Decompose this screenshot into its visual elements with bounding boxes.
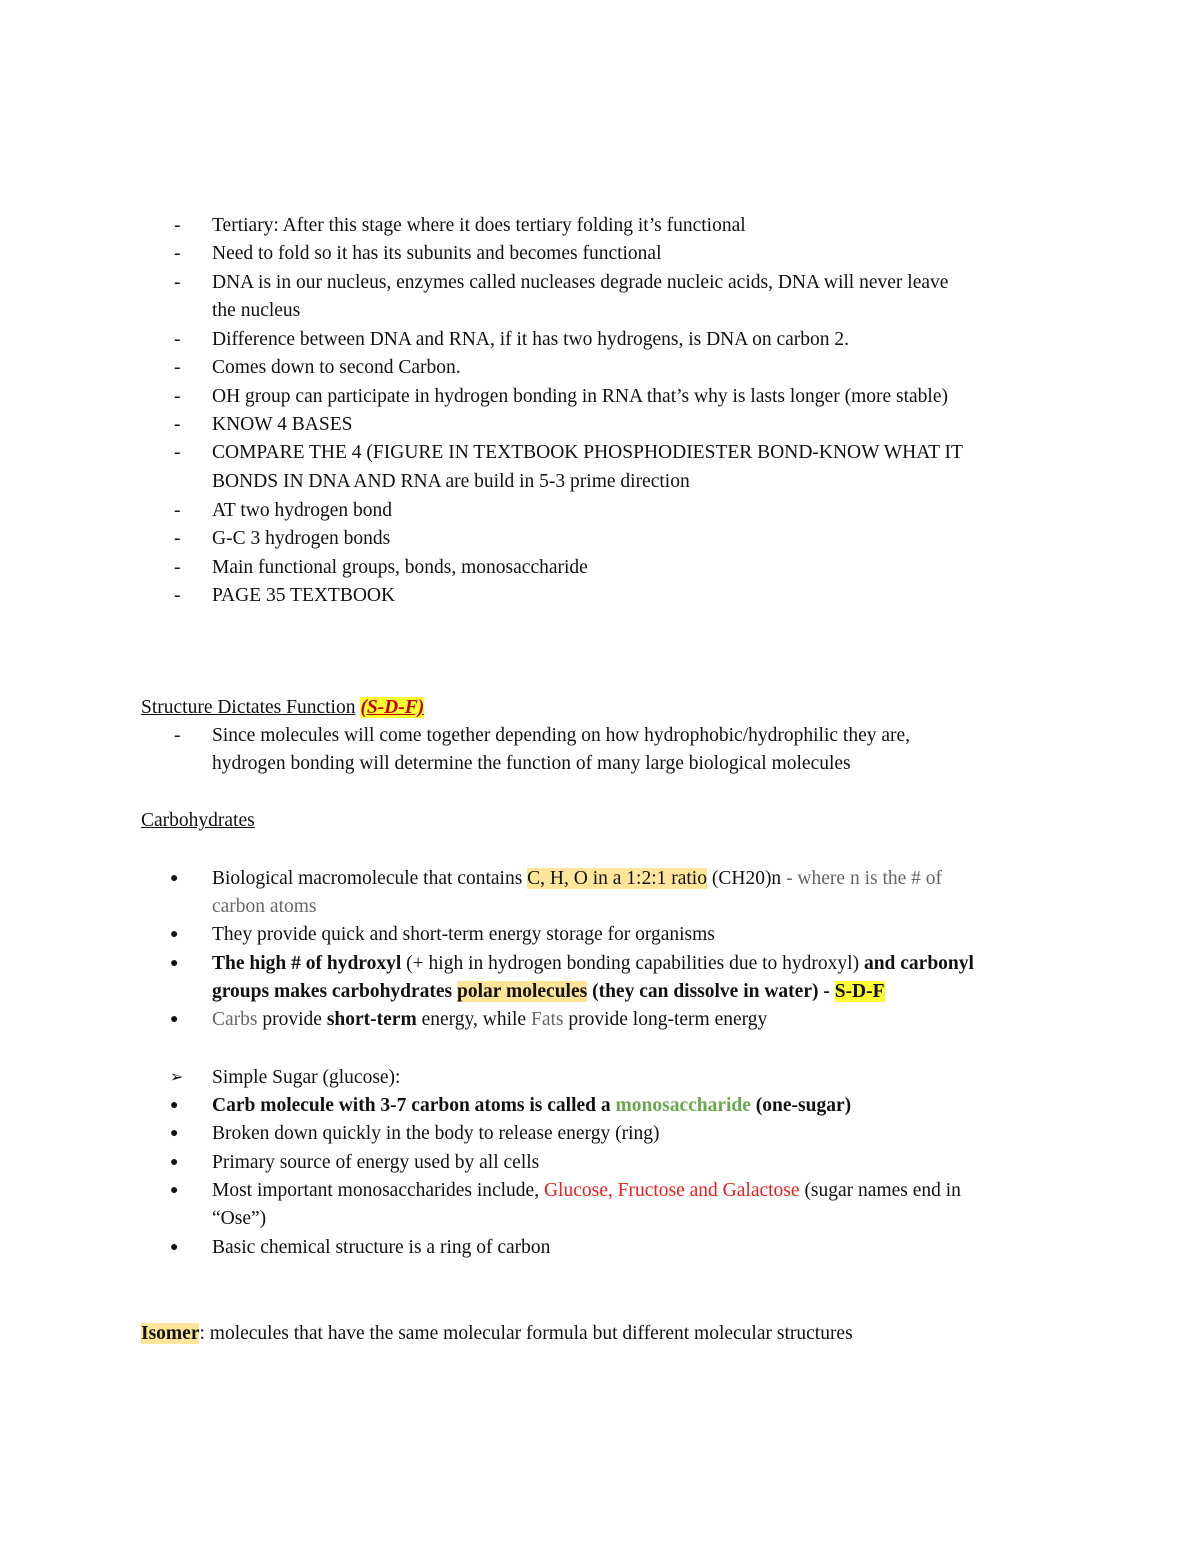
sdf-text: Since molecules will come together depending on how hydrophobic/hydrophilic they are, [212, 725, 911, 746]
text-segment: (sugar names end in [799, 1180, 961, 1201]
list-item: AT two hydrogen bond [212, 500, 393, 521]
carb-bullet-composition [212, 865, 942, 893]
bullet-marker: ● [170, 1183, 179, 1198]
list-item: Tertiary: After this stage where it does tertiary folding it’s functional [212, 215, 746, 236]
bold-text: (they can dissolve in water) - [587, 981, 835, 1002]
dash-marker: - [174, 272, 181, 293]
sdf-heading-tag: (S-D-F) [360, 697, 425, 718]
carb-bullet-energy: They provide quick and short-term energy storage for organisms [212, 924, 715, 945]
bullet-marker: ● [170, 927, 179, 942]
sugar-bullet-broken-down: Broken down quickly in the body to release energy (ring) [212, 1123, 660, 1144]
formula-note-continuation: carbon atoms [212, 896, 317, 917]
dash-marker: - [174, 329, 181, 350]
bold-text: groups makes carbohydrates [212, 981, 458, 1002]
list-item-continuation: the nucleus [212, 300, 301, 321]
text-segment: energy, while [416, 1009, 531, 1030]
sdf-text-continuation: hydrogen bonding will determine the function of many large biological molecules [212, 753, 851, 774]
text-segment: Biological macromolecule that contains [212, 868, 528, 889]
monosaccharide-term: monosaccharide [615, 1095, 751, 1116]
text-segment: provide [257, 1009, 327, 1030]
dash-marker: - [174, 414, 181, 435]
bullet-marker: ● [170, 1240, 179, 1255]
bold-text: short-term [326, 1009, 417, 1030]
sugar-bullet-structure: Basic chemical structure is a ring of carbon [212, 1237, 551, 1258]
isomer-term: Isomer [141, 1323, 200, 1344]
dash-marker: - [174, 500, 181, 521]
arrow-bullet-icon: ➢ [170, 1069, 184, 1086]
formula-note: - where n is the # of [781, 868, 943, 889]
polar-highlight: polar molecules [457, 981, 588, 1002]
list-item: Main functional groups, bonds, monosaccharide [212, 557, 588, 578]
bullet-marker: ● [170, 1012, 179, 1027]
dash-marker: - [174, 243, 181, 264]
dash-marker: - [174, 215, 181, 236]
isomer-text: : molecules that have the same molecular formula but different molecular structures [199, 1323, 853, 1344]
text-segment: Most important monosaccharides include, [212, 1180, 544, 1201]
bold-text: The high # of hydroxyl [212, 953, 402, 974]
carb-bullet-fats [212, 1006, 767, 1034]
dash-marker: - [174, 585, 181, 606]
carb-bullet-hydroxyl [212, 950, 974, 978]
bold-text: Carb molecule with 3-7 carbon atoms is called a [212, 1095, 616, 1116]
sdf-heading [141, 694, 424, 722]
list-item: Difference between DNA and RNA, if it has two hydrogens, is DNA on carbon 2. [212, 329, 850, 350]
list-item-continuation: BONDS IN DNA AND RNA are build in 5-3 prime direction [212, 471, 690, 492]
ratio-highlight: C, H, O in a 1:2:1 ratio [527, 868, 707, 889]
carb-bullet-hydroxyl-continuation [212, 978, 885, 1006]
sdf-heading-text: Structure Dictates Function [141, 697, 356, 718]
bold-text: (one-sugar) [750, 1095, 852, 1116]
bullet-marker: ● [170, 1098, 179, 1113]
carbs-word: Carbs [212, 1009, 258, 1030]
sugar-bullet-examples-continuation: “Ose”) [212, 1208, 267, 1229]
sdf-tag: S-D-F [834, 981, 885, 1002]
list-item: Need to fold so it has its subunits and becomes functional [212, 243, 662, 264]
sugar-bullet-monosaccharide [212, 1092, 851, 1120]
bold-text: and carbonyl [863, 953, 974, 974]
dash-marker: - [174, 557, 181, 578]
carbohydrates-heading: Carbohydrates [141, 810, 255, 831]
dash-marker: - [174, 725, 181, 746]
bullet-marker: ● [170, 871, 179, 886]
isomer-definition [141, 1320, 853, 1348]
list-item: G-C 3 hydrogen bonds [212, 528, 391, 549]
dash-marker: - [174, 442, 181, 463]
dash-marker: - [174, 357, 181, 378]
list-item: OH group can participate in hydrogen bonding in RNA that’s why is lasts longer (more stable) [212, 386, 948, 407]
dash-marker: - [174, 528, 181, 549]
bullet-marker: ● [170, 956, 179, 971]
list-item: PAGE 35 TEXTBOOK [212, 585, 396, 606]
bullet-marker: ● [170, 1126, 179, 1141]
text-segment: (+ high in hydrogen bonding capabilities due to hydroxyl) [401, 953, 864, 974]
bullet-marker: ● [170, 1155, 179, 1170]
sugar-names: Glucose, Fructose and Galactose [543, 1180, 800, 1201]
list-item: Comes down to second Carbon. [212, 357, 461, 378]
simple-sugar-heading: Simple Sugar (glucose): [212, 1067, 401, 1088]
list-item: COMPARE THE 4 (FIGURE IN TEXTBOOK PHOSPHODIESTER BOND-KNOW WHAT IT [212, 442, 963, 463]
text-segment: provide long-term energy [563, 1009, 768, 1030]
list-item: KNOW 4 BASES [212, 414, 353, 435]
sugar-bullet-primary-source: Primary source of energy used by all cells [212, 1152, 540, 1173]
fats-word: Fats [530, 1009, 564, 1030]
dash-marker: - [174, 386, 181, 407]
sugar-bullet-examples [212, 1177, 961, 1205]
formula: (CH20)n [706, 868, 782, 889]
list-item: DNA is in our nucleus, enzymes called nucleases degrade nucleic acids, DNA will never leave [212, 272, 949, 293]
